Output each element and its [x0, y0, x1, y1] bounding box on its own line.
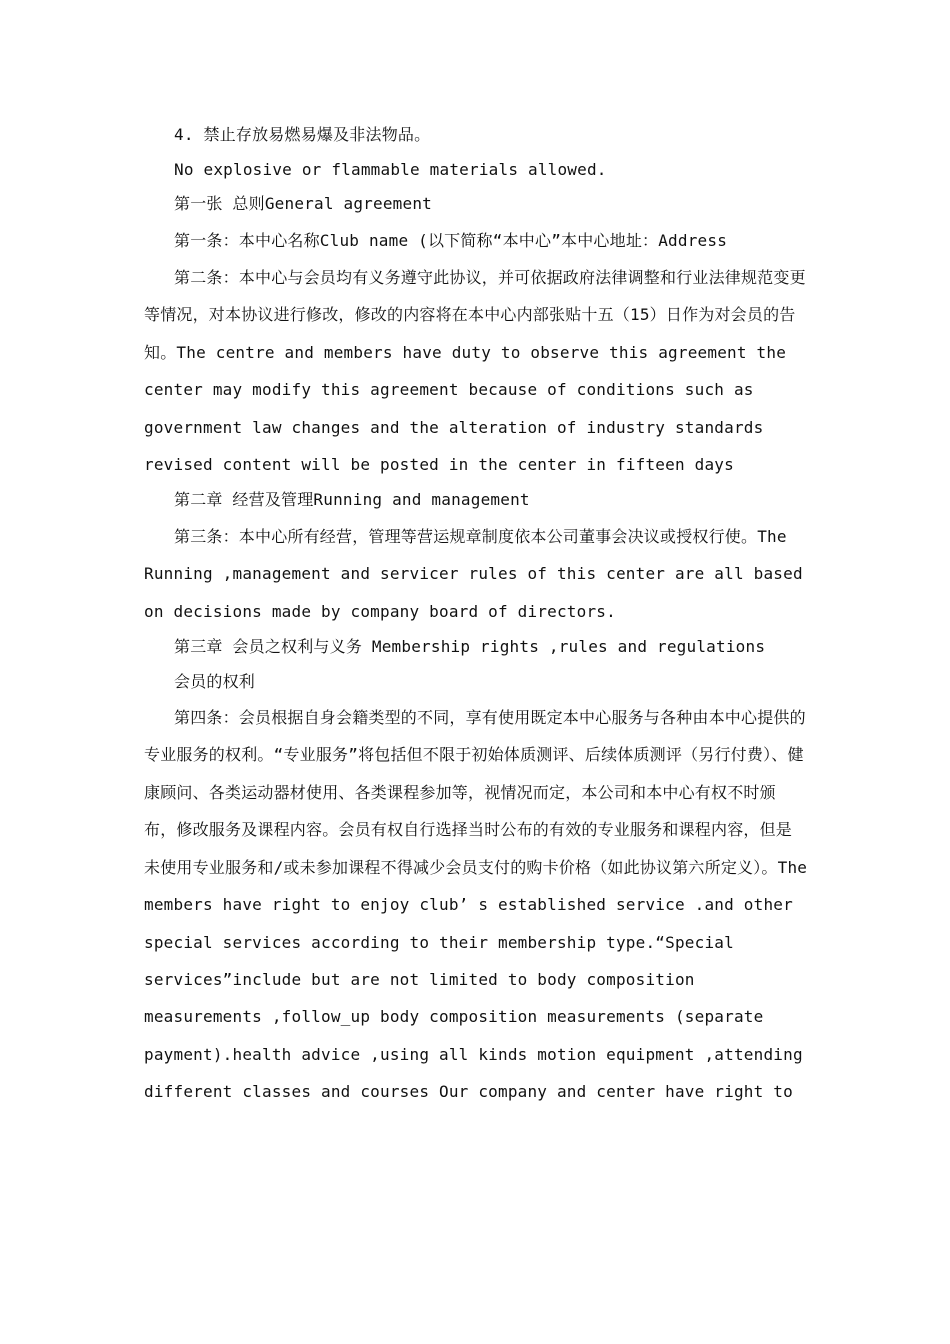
document-page	[144, 118, 808, 1111]
chapter-3-heading: 第三章 会员之权利与义务 Membership rights ,rules and regulations	[174, 637, 766, 657]
chapter-2-heading: 第二章 经营及管理Running and management	[174, 490, 530, 510]
article-1: 第一条：本中心名称Club name (以下简称“本中心”本中心地址：Address	[174, 230, 728, 250]
article-4: 第四条：会员根据自身会籍类型的不同，享有使用既定本中心服务与各种由本中心提供的专业服务的权利。“专业服务”将包括但不限于初始体质测评、后续体质测评（另行付费）、健康顾问、各类运动器材使用、各类课程参加等，视情况而定，本公司和本中心有权不时颁布，修改服务及课程内容。会员有权自行选择当时公布的有效的专业服务和课程内容，但是未使用专业服务和/或未参加课程不得减少会员支付的购卡价格（如此协议第六所定义）。The members have right to enjoy club’ s established service .and other special services according to their membership type.“Special services”include but are not limited to body composition measurements ,follow_up body composition measurements (separate payment).health advice ,using all kinds motion equipment ,attending different classes and courses Our company and center have right to	[144, 708, 808, 1102]
rule-item-4-english: No explosive or flammable materials allowed.	[174, 159, 607, 179]
chapter-1-heading: 第一张 总则General agreement	[174, 194, 432, 213]
article-2: 第二条：本中心与会员均有义务遵守此协议，并可依据政府法律调整和行业法律规范变更等情况，对本协议进行修改，修改的内容将在本中心内部张贴十五（15）日作为对会员的告知。The centre and members have duty to observe this agreement the center may modify this agreement because of conditions such as government law changes and the alteration of industry standards revised content will be posted in the center in fifteen days	[144, 267, 806, 474]
member-rights-heading: 会员的权利	[174, 671, 256, 691]
rule-item-4: 4. 禁止存放易燃易爆及非法物品。	[174, 125, 431, 144]
article-3: 第三条：本中心所有经营，管理等营运规章制度依本公司董事会决议或授权行使。The Running ,management and servicer rules of this center are all based on decisions made by company board of directors.	[144, 526, 803, 621]
